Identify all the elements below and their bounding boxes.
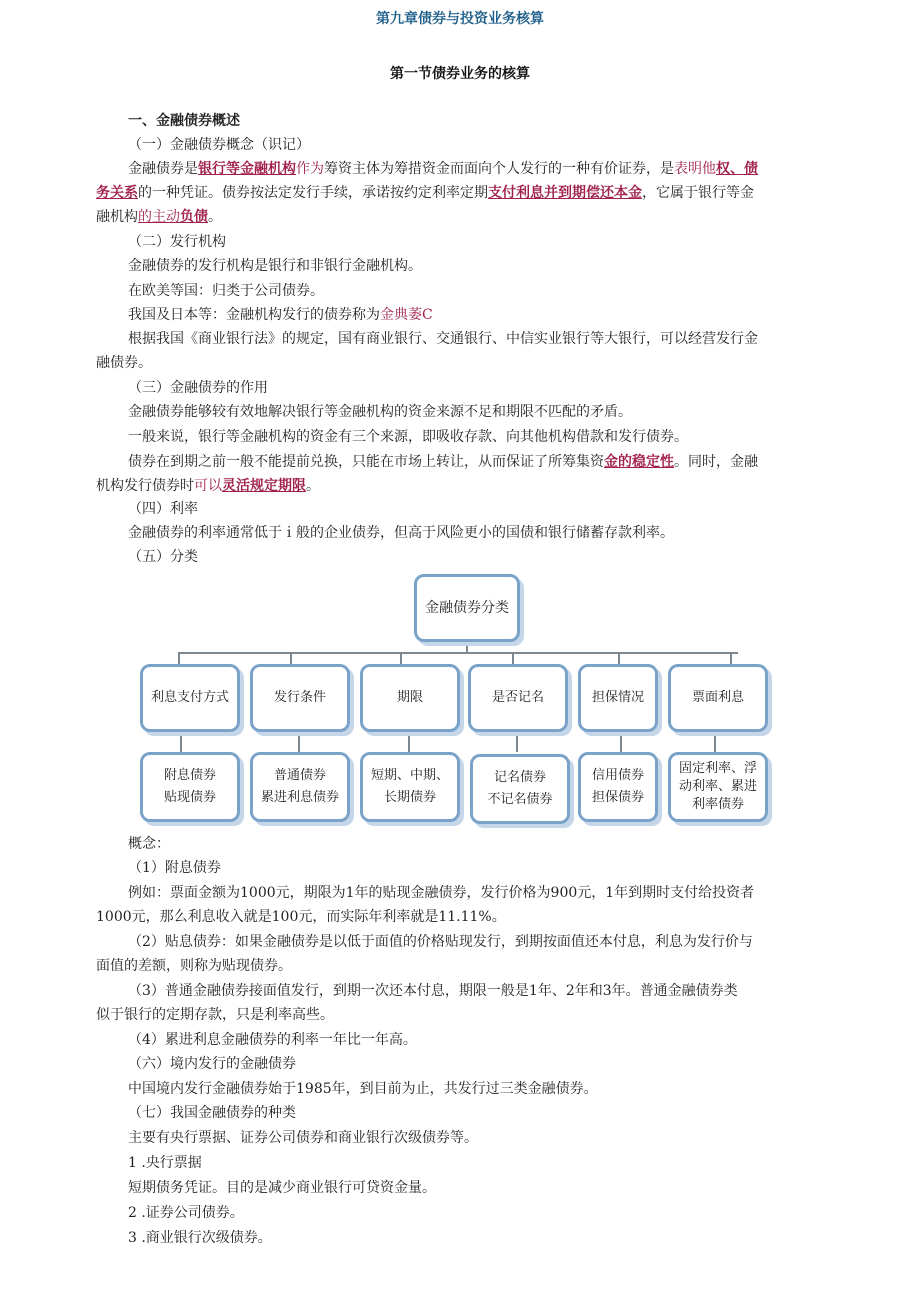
concept-label: 概念： bbox=[128, 836, 170, 852]
concept-discount-line2: 面值的差额，则称为贴现债券。 bbox=[96, 958, 292, 974]
highlight: 权、债 bbox=[716, 161, 758, 177]
connector-cat-2 bbox=[290, 652, 292, 664]
connector-leaf-4 bbox=[516, 732, 518, 752]
leaf-item: 普通债券 bbox=[273, 768, 326, 783]
leaf-issue-condition bbox=[250, 752, 350, 822]
leaf-item: 不记名债券 bbox=[487, 792, 553, 807]
leaf-item: 贴现债券 bbox=[163, 790, 216, 805]
section-title: 第一节债券业务的核算 bbox=[390, 66, 530, 82]
category-coupon-rate: 票面利息 bbox=[668, 664, 768, 732]
highlight: 灵活规定期限 bbox=[222, 478, 306, 494]
highlight: 可以 bbox=[194, 478, 222, 494]
leaf-item: 累进利息债券 bbox=[260, 790, 339, 805]
connector-leaf-5 bbox=[620, 732, 622, 752]
leaf-item: 短期、中期、 bbox=[370, 768, 449, 783]
connector-horizontal bbox=[178, 652, 738, 654]
subheading-function: （三）金融债券的作用 bbox=[128, 380, 268, 396]
subheading-classification: （五）分类 bbox=[128, 549, 198, 565]
connector-leaf-3 bbox=[408, 732, 410, 752]
highlight: 负债 bbox=[180, 209, 208, 225]
list-item-central-bank-bills: 1 .央行票据 bbox=[128, 1155, 202, 1171]
chapter-title: 第九章债券与投资业务核算 bbox=[376, 11, 544, 27]
highlight: 作为 bbox=[296, 161, 324, 177]
text: 筹资主体为筹措资金而面向个人发行的一种有价证券，是 bbox=[324, 161, 674, 177]
connector-leaf-1 bbox=[180, 732, 182, 752]
paragraph-definition-line3 bbox=[96, 206, 222, 228]
text: 。 bbox=[306, 478, 320, 494]
text: 机构发行债券时 bbox=[96, 478, 194, 494]
paragraph-definition-line1 bbox=[128, 158, 758, 180]
connector-cat-3 bbox=[400, 652, 402, 664]
connector-leaf-2 bbox=[298, 732, 300, 752]
subheading-rate: （四）利率 bbox=[128, 501, 198, 517]
subheading-domestic: （六）境内发行的金融债券 bbox=[128, 1056, 296, 1072]
paragraph-types: 主要有央行票据、证券公司债券和商业银行次级债券等。 bbox=[128, 1130, 478, 1146]
leaf-item: 附息债券 bbox=[163, 768, 216, 783]
paragraph-issuer: 金融债券的发行机构是银行和非银行金融机构。 bbox=[128, 258, 422, 274]
concept-ordinary-line2: 似于银行的定期存款，只是利率高些。 bbox=[96, 1007, 334, 1023]
concept-coupon-example-line1: 例如：票面金额为1000元，期限为1年的贴现金融债券，发行价格为900元，1年到期时支付给投资者 bbox=[128, 885, 755, 901]
paragraph-china-japan bbox=[128, 304, 433, 326]
connector-cat-5 bbox=[618, 652, 620, 664]
text: 债券在到期之前一般不能提前兑换，只能在市场上转让，从而保证了所筹集资 bbox=[128, 454, 604, 470]
root-node: 金融债券分类 bbox=[414, 574, 520, 642]
leaf-item: 长期债券 bbox=[383, 790, 436, 805]
highlight: 支付利息并到期偿还本金 bbox=[488, 185, 642, 201]
leaf-guarantee bbox=[578, 752, 658, 822]
text: 。同时，金融 bbox=[674, 454, 758, 470]
text: 。 bbox=[208, 209, 222, 225]
paragraph-europe: 在欧美等国：归类于公司债券。 bbox=[128, 283, 324, 299]
highlight: 表明他 bbox=[674, 161, 716, 177]
paragraph-law-line2: 融债券。 bbox=[96, 355, 152, 371]
leaf-registration bbox=[470, 754, 570, 824]
paragraph-function-1: 金融债券能够较有效地解决银行等金融机构的资金来源不足和期限不匹配的矛盾。 bbox=[128, 404, 632, 420]
text: 我国及日本等：金融机构发行的债券称为 bbox=[128, 307, 380, 323]
text: 融机构 bbox=[96, 209, 138, 225]
highlight: 银行等金融机构 bbox=[198, 161, 296, 177]
concept-coupon-title: （1）附息债券 bbox=[128, 860, 221, 876]
leaf-item: 固定利率、浮 bbox=[678, 761, 757, 776]
paragraph-function-3-line2 bbox=[96, 475, 320, 497]
paragraph-rate: 金融债券的利率通常低于ｉ般的企业债券，但高于风险更小的国债和银行储蓄存款利率。 bbox=[128, 525, 674, 541]
concept-discount-line1: （2）贴息债券：如果金融债券是以低于面值的价格贴现发行，到期按面值还本付息，利息为发行价与 bbox=[128, 934, 753, 950]
category-registration: 是否记名 bbox=[468, 664, 568, 732]
connector-cat-1 bbox=[178, 652, 180, 664]
paragraph-function-2: 一般来说，银行等金融机构的资金有三个来源，即吸收存款、向其他机构借款和发行债券。 bbox=[128, 429, 688, 445]
highlight: 金的稳定性 bbox=[604, 454, 674, 470]
text: 金融债券是 bbox=[128, 161, 198, 177]
highlight: 的主动 bbox=[138, 209, 180, 225]
list-item-securities-bonds: 2 .证券公司债券。 bbox=[128, 1205, 244, 1221]
connector-leaf-6 bbox=[714, 732, 716, 752]
leaf-interest-payment bbox=[140, 752, 240, 822]
leaf-term bbox=[360, 752, 460, 822]
heading-overview: 一、金融债券概述 bbox=[128, 113, 240, 129]
highlight: 务关系 bbox=[96, 185, 138, 201]
text: 的一种凭证。债券按法定发行手续，承诺按约定利率定期 bbox=[138, 185, 488, 201]
connector-cat-6 bbox=[730, 652, 732, 664]
category-guarantee: 担保情况 bbox=[578, 664, 658, 732]
concept-coupon-example-line2: 1000元，那么利息收入就是100元，而实际年利率就是11.11%。 bbox=[96, 909, 506, 925]
list-item-subordinated-bonds: 3 .商业银行次级债券。 bbox=[128, 1230, 272, 1246]
connector-cat-4 bbox=[512, 652, 514, 664]
subheading-types: （七）我国金融债券的种类 bbox=[128, 1105, 296, 1121]
leaf-item: 信用债券 bbox=[591, 768, 644, 783]
paragraph-definition-line2 bbox=[96, 182, 754, 204]
paragraph-domestic: 中国境内发行金融债券始于1985年，到目前为止，共发行过三类金融债券。 bbox=[128, 1081, 598, 1097]
highlight: 金典萎C bbox=[380, 307, 433, 323]
leaf-item: 记名债券 bbox=[493, 770, 546, 785]
paragraph-central-bank-bills: 短期债务凭证。目的是减少商业银行可贷资金量。 bbox=[128, 1180, 436, 1196]
text: ，它属于银行等金 bbox=[642, 185, 754, 201]
leaf-item: 动利率、累进 bbox=[678, 779, 757, 794]
leaf-coupon-rate bbox=[668, 752, 768, 822]
classification-diagram bbox=[140, 568, 780, 830]
concept-progressive: （4）累进利息金融债券的利率一年比一年高。 bbox=[128, 1032, 417, 1048]
paragraph-function-3-line1 bbox=[128, 451, 758, 473]
category-issue-condition: 发行条件 bbox=[250, 664, 350, 732]
leaf-item: 利率债券 bbox=[691, 797, 744, 812]
leaf-item: 担保债券 bbox=[591, 790, 644, 805]
subheading-concept: （一）金融债券概念（识记） bbox=[128, 137, 310, 153]
subheading-issuer: （二）发行机构 bbox=[128, 234, 226, 250]
category-term: 期限 bbox=[360, 664, 460, 732]
concept-ordinary-line1: （3）普通金融债券接面值发行，到期一次还本付息，期限一般是1年、2年和3年。普通金融债券类 bbox=[128, 983, 738, 999]
category-interest-payment: 利息支付方式 bbox=[140, 664, 240, 732]
paragraph-law-line1: 根据我国《商业银行法》的规定，国有商业银行、交通银行、中信实业银行等大银行，可以经营发行金 bbox=[128, 331, 758, 347]
